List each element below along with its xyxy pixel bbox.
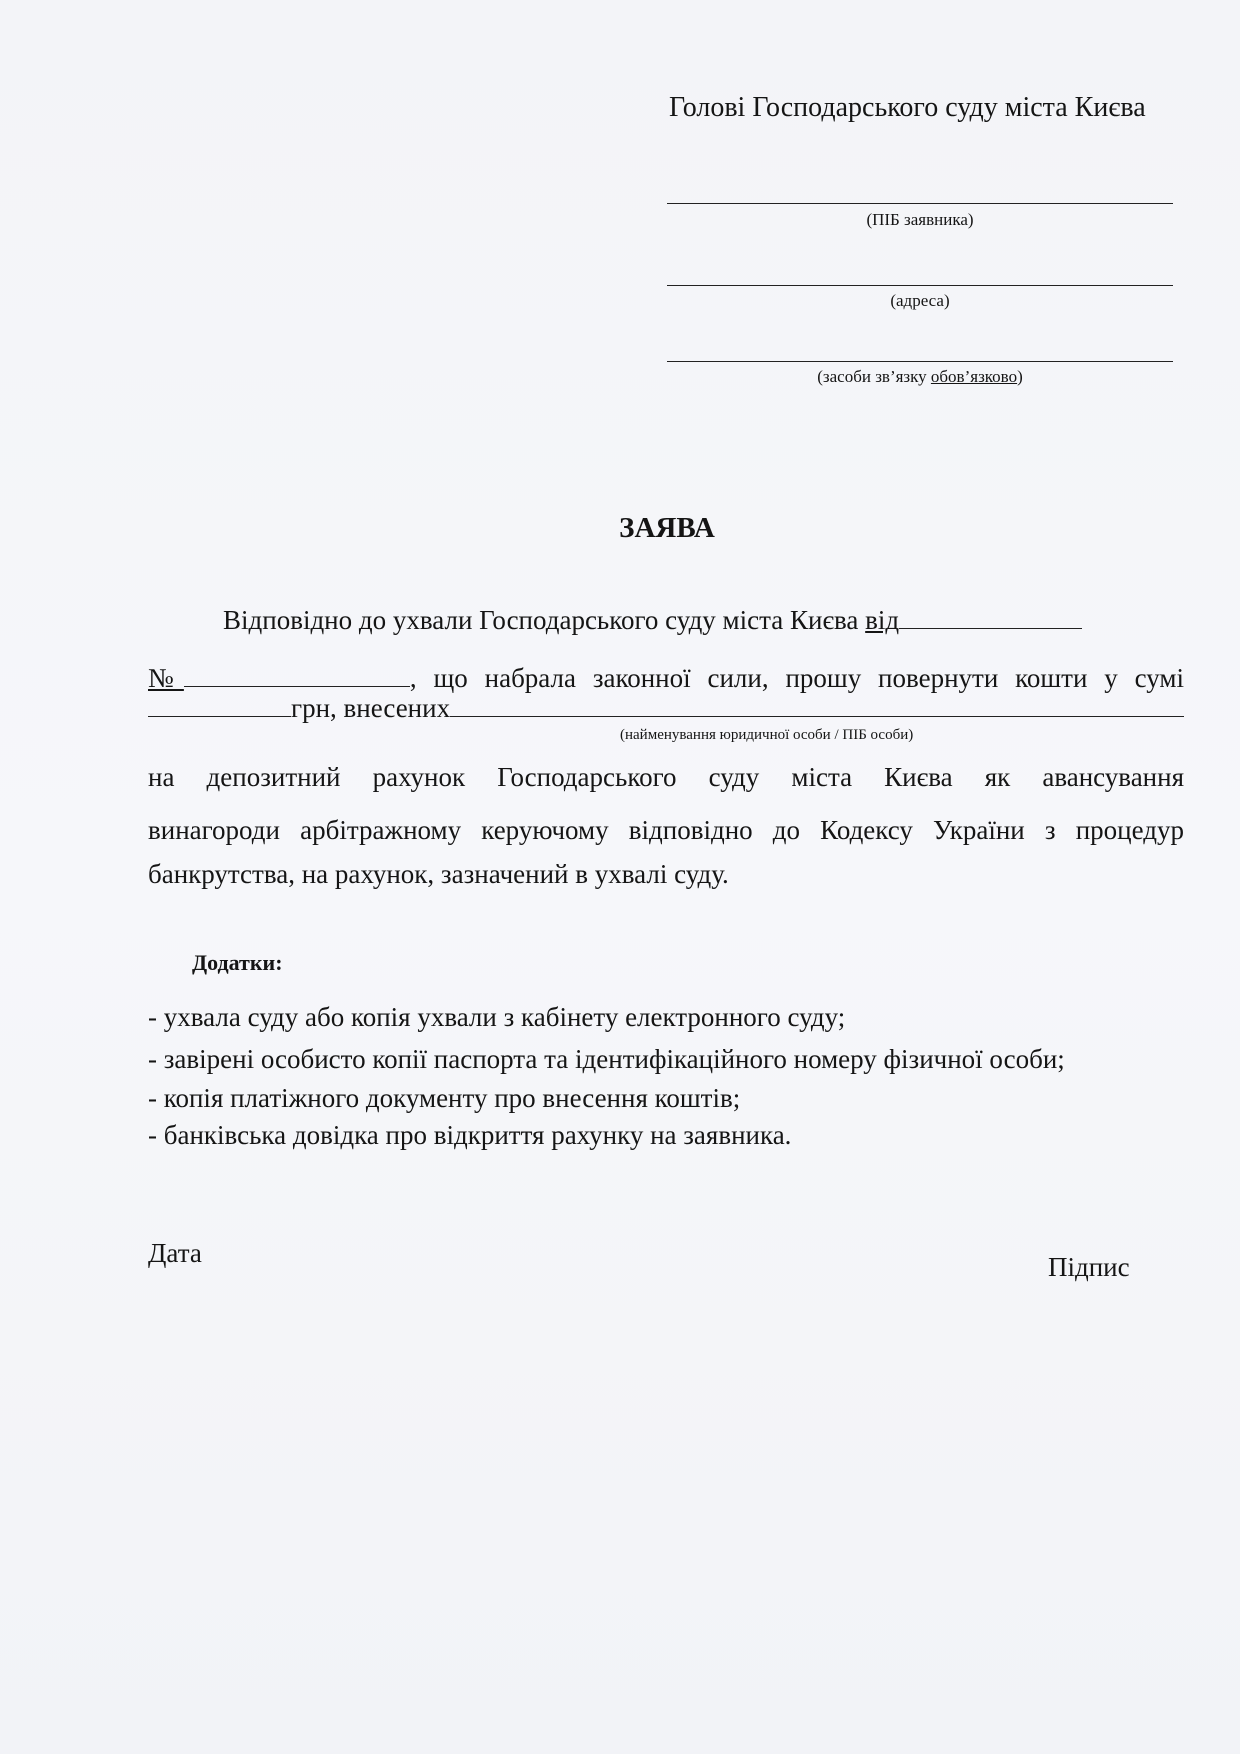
address-caption: (адреса) — [890, 291, 950, 310]
applicant-name-line — [667, 203, 1173, 204]
date-from-label: від — [865, 605, 900, 635]
payer-name-blank — [450, 694, 1184, 717]
payer-name-caption: (найменування юридичної особи / ПІБ особи) — [620, 727, 914, 743]
ruling-number-blank — [184, 664, 410, 687]
contacts-line — [667, 361, 1173, 362]
date-label: Дата — [148, 1238, 202, 1268]
attachment-item: - завірені особисто копії паспорта та ідентифікаційного номеру фізичної особи; — [148, 1044, 1065, 1074]
body-line-6: банкрутства, на рахунок, зазначений в ухвалі суду. — [148, 859, 729, 889]
applicant-name-caption: (ПІБ заявника) — [866, 210, 974, 229]
ruling-date-blank — [899, 606, 1082, 629]
contacts-caption-end: ) — [1017, 367, 1023, 386]
address-line — [667, 285, 1173, 286]
attachment-item: - копія платіжного документу про внесення коштів; — [148, 1083, 741, 1113]
body-line-4: на депозитний рахунок Господарського суду міста Києва як авансування — [148, 762, 1184, 792]
body-line-2-text: , що набрала законної сили, прошу повернути кошти у сумі — [409, 663, 1184, 693]
number-sign: № — [148, 663, 184, 693]
body-line-3-text: грн, внесених — [291, 693, 451, 723]
signature-label: Підпис — [1048, 1252, 1130, 1282]
attachment-item: - банківська довідка про відкриття рахунку на заявника. — [148, 1120, 792, 1150]
amount-blank — [148, 694, 291, 717]
body-line-2 — [148, 662, 1184, 694]
attachment-item: - ухвала суду або копія ухвали з кабінету електронного суду; — [148, 1002, 846, 1032]
body-line-5: винагороди арбітражному керуючому відповідно до Кодексу України з процедур — [148, 815, 1184, 845]
contacts-caption-mandatory: обов’язково — [930, 367, 1018, 386]
body-line-1 — [223, 604, 1082, 636]
contacts-caption-text: (засоби зв’язку — [817, 367, 931, 386]
body-line-3 — [148, 692, 1184, 724]
addressee: Голові Господарського суду міста Києва — [669, 92, 1146, 123]
document-title: ЗАЯВА — [619, 512, 715, 544]
contacts-caption — [667, 367, 1173, 387]
attachments-heading: Додатки: — [192, 950, 283, 975]
body-line-1-text: Відповідно до ухвали Господарського суду міста Києва — [223, 605, 859, 635]
